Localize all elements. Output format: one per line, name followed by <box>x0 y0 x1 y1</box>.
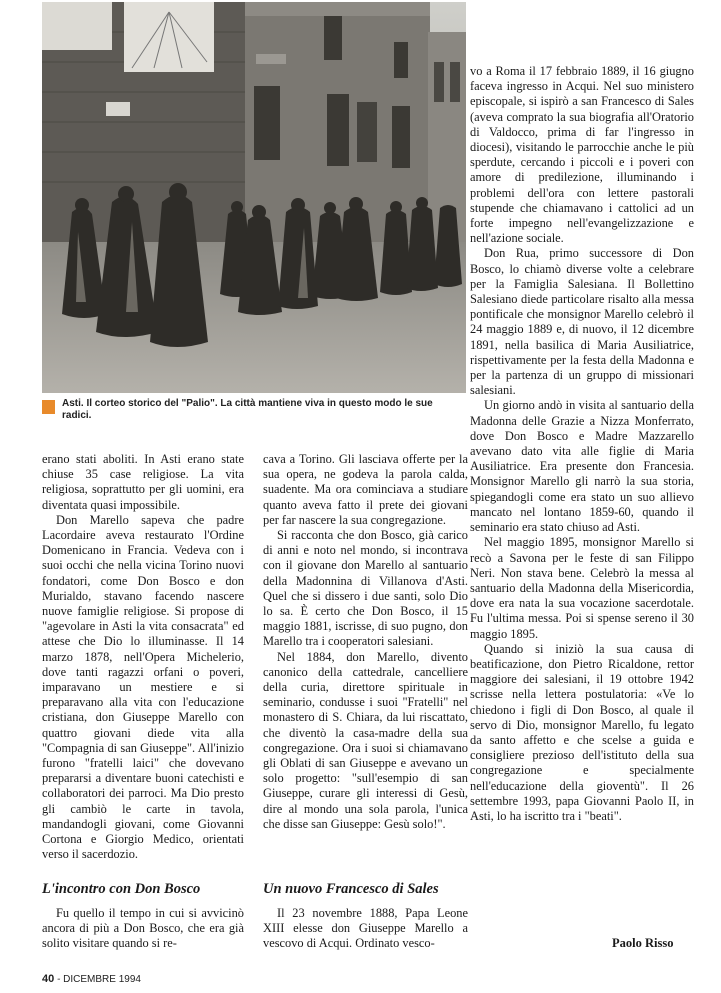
procession-photo-graphic <box>42 2 466 393</box>
section-2-text <box>263 906 468 952</box>
caption-text: Asti. Il corteo storico del "Palio". La città mantiene viva in questo modo le sue radici. <box>62 398 433 421</box>
photo-caption <box>42 398 466 428</box>
paragraph: Un giorno andò in visita al santuario della Madonna delle Grazie a Nizza Monferrato, dove Don Bosco e Madre Mazzarello avevano dato vita alle figlie di Maria Ausiliatrice. Era presente don Francesia. Monsignor Marello gli narrò la sua storia, spiegandogli come era stato un suo allievo mancato nel lontano 1859-60, quando il seminario era stato chiuso ad Asti. <box>470 398 694 535</box>
author-signature: Paolo Risso <box>612 936 674 950</box>
section-1-text <box>42 906 244 952</box>
paragraph: vo a Roma il 17 febbraio 1889, il 16 giugno faceva ingresso in Acqui. Nel suo ministero episcopale, si ispirò a san Francesco di Sales (aveva comprato la sua biografia all'Oratorio di Valdocco, prima di far l'ingresso in diocesi), visitando le parrocchie anche le più sperdute, cercando i piccoli e i poveri con amore di predilezione, illuminando i problemi dell'ora con lettere pastorali stupende che chiamavano i cattolici ad un forte impegno nell'evangelizzazione e nell'azione sociale. <box>470 64 694 246</box>
caption-marker <box>42 400 55 414</box>
procession-photo <box>42 2 466 393</box>
article-column-2 <box>263 452 468 832</box>
footer-separator: - <box>57 974 61 985</box>
paragraph: Si racconta che don Bosco, già carico di anni e noto nel mondo, si incontrava con il giovane don Marello al santuario della Madonnina di Villanova d'Asti. Quel che si dissero i due santi, solo Dio lo sa. È certo che Don Bosco, il 15 maggio 1881, iscrisse, di suo pugno, don Marello tra i cooperatori salesiani. <box>263 528 468 649</box>
section-heading-don-bosco: L'incontro con Don Bosco <box>42 881 201 897</box>
article-column-1 <box>42 452 244 862</box>
paragraph: Quando si iniziò la sua causa di beatificazione, don Pietro Ricaldone, rettor maggiore dei salesiani, il 19 ottobre 1942 scrisse nella lettera postulatoria: «Ve lo chiedono i figli di Don Bosco, al quale il servo di Dio, monsignor Marello, fu legato da santo affetto e che scelse a guida e consigliere prezioso dell'istituto della sua congregazione e specialmente nell'educazione della gioventù". Il 26 settembre 1993, papa Giovanni Paolo II, in Asti, lo ha iscritto tra i "beati". <box>470 641 694 823</box>
section-heading-francesco-di-sales: Un nuovo Francesco di Sales <box>263 881 439 897</box>
paragraph: erano stati aboliti. In Asti erano state chiuse 35 case religiose. La vita religiosa, soprattutto per gli uomini, era diventata quasi impossibile. <box>42 452 244 512</box>
paragraph: Nel 1884, don Marello, divento canonico della cattedrale, cancelliere della curia, direttore spirituale in seminario, condusse i suoi "Fratelli" nel monastero di S. Chiara, da lui riscattato, che diventò la casa-madre della sua congregazione. Ora i suoi si chiamavano gli Oblati di san Giuseppe e avevano un solo progetto: "sull'esempio di san Giuseppe, curare gli interessi di Gesù, dire al mondo una sola parola, l'unica che disse san Giuseppe: Gesù solo!". <box>263 649 468 831</box>
issue-date: DICEMBRE 1994 <box>63 974 141 985</box>
article-column-3 <box>470 64 694 824</box>
paragraph: Don Rua, primo successore di Don Bosco, lo chiamò diverse volte a celebrare per la Famiglia Salesiana. Il Bollettino Salesiano diede particolare risalto alla messa pontificale che monsignor Marello celebrò il 24 maggio 1889 e, di nuovo, il 12 dicembre 1891, nella basilica di Maria Ausiliatrice, rispettivamente per la festa della Madonna e per la partenza di un gruppo di missionari salesiani. <box>470 246 694 398</box>
page-footer <box>42 973 141 985</box>
page-number: 40 <box>42 973 55 985</box>
paragraph: Il 23 novembre 1888, Papa Leone XIII elesse don Giuseppe Marello a vescovo di Acqui. Ordinato vesco- <box>263 906 468 951</box>
paragraph: cava a Torino. Gli lasciava offerte per la sua opera, ne godeva la parola calda, suadente. Ma ora cominciava a studiare quanto aveva fatto il prete dei giovani per far nascere la sua congregazione. <box>263 452 468 527</box>
paragraph: Fu quello il tempo in cui si avvicinò ancora di più a Don Bosco, che era già solito visitare quando si re- <box>42 906 244 951</box>
paragraph: Nel maggio 1895, monsignor Marello si recò a Savona per le feste di san Filippo Neri. Non stava bene. Celebrò la messa al santuario della Madonna della Misericordia, dove era nata la sua vocazione sacerdotale. Fu l'ultima messa. Poi si spense sereno il 30 maggio 1895. <box>470 535 694 641</box>
paragraph: Don Marello sapeva che padre Lacordaire aveva restaurato l'Ordine Domenicano in Francia. Vedeva con i suoi occhi che nella vicina Torino nuovi fondatori, come Don Bosco e don Murialdo, stavano facendo nascere nuove famiglie religiose. Si propose di "agevolare in Asti la vita consacrata" ed attese che Dio lo illuminasse. Il 14 marzo 1878, nell'Opera Michelerio, dove tanti ragazzi orfani o poveri, imparavano un mestiere e si preparavano alla vita con l'educazione cristiana, don Giuseppe Marello con quattro giovani diede vita alla "Compagnia di san Giuseppe". All'inizio furono "fratelli laici" che dovevano prepararsi a diventare buoni catechisti e collaboratori dei parroci. Ma Dio presto gli cambiò le carte in tavola, mandandogli giovani, come Giovanni Cortona e Giorgio Medico, orientati verso il sacerdozio. <box>42 512 244 862</box>
